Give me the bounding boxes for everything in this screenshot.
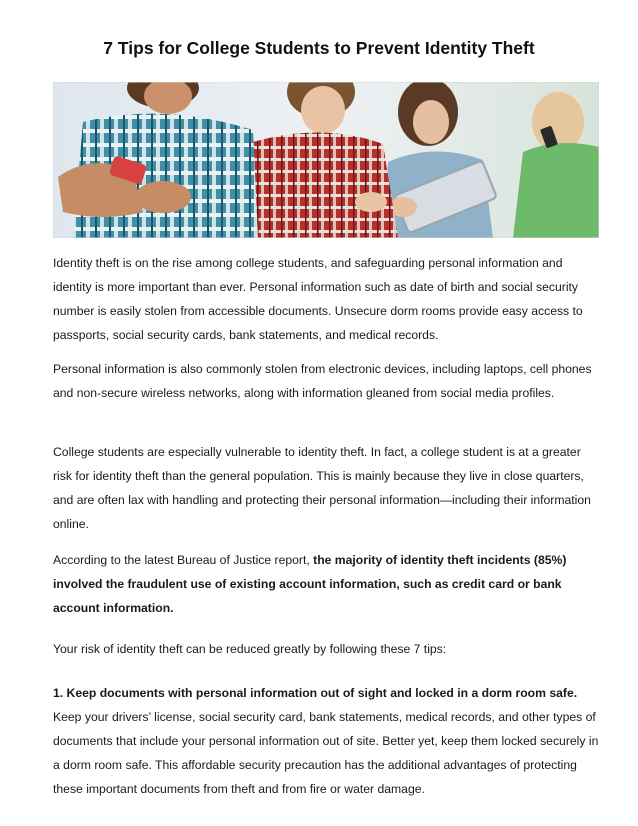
- statistic-bold-text: the majority of identity theft incidents (85%) involved the fraudulent use of existing account information, such as credit card or bank account information.: [53, 553, 567, 615]
- tip-1-body: Keep your drivers’ license, social security card, bank statements, medical records, and other types of documents that include your personal information out of site. Better yet, keep them locked securely in a dorm room safe. This affordable security precaution has the additional advantages of protecting these important documents from theft and from fire or water damage.: [53, 710, 599, 796]
- vulnerability-paragraph: [53, 440, 603, 536]
- page-title: 7 Tips for College Students to Prevent Identity Theft: [103, 38, 535, 58]
- statistic-paragraph-text: [53, 548, 603, 620]
- tips-intro-text: Your risk of identity theft can be reduced greatly by following these 7 tips:: [53, 642, 447, 656]
- devices-paragraph: [53, 357, 603, 405]
- intro-paragraph-text: Identity theft is on the rise among college students, and safeguarding personal information and identity is more important than ever. Personal information such as date of birth and social security number is easily stolen from accessible documents. Unsecure dorm rooms provide easy access to passports, social security cards, bank statements, and medical records.: [53, 256, 583, 342]
- vulnerability-paragraph-text: College students are especially vulnerable to identity theft. In fact, a college student is at a greater risk for identity theft than the general population. This is mainly because they live in close quarters, and are often lax with handling and protecting their personal information—including their information online.: [53, 445, 591, 531]
- tip-1-section: [53, 681, 603, 801]
- devices-paragraph-text: Personal information is also commonly stolen from electronic devices, including laptops, cell phones and non-secure wireless networks, along with information gleaned from social media profiles.: [53, 362, 592, 400]
- tips-intro-paragraph: [53, 637, 603, 661]
- statistic-paragraph: [53, 548, 603, 620]
- students-with-devices-photo: [53, 82, 599, 238]
- tip-1-heading: 1. Keep documents with personal information out of sight and locked in a dorm room safe.: [53, 686, 578, 700]
- students-photo-illustration: [53, 82, 599, 238]
- statistic-intro-text: According to the latest Bureau of Justice report,: [53, 553, 314, 567]
- intro-paragraph: [53, 251, 603, 347]
